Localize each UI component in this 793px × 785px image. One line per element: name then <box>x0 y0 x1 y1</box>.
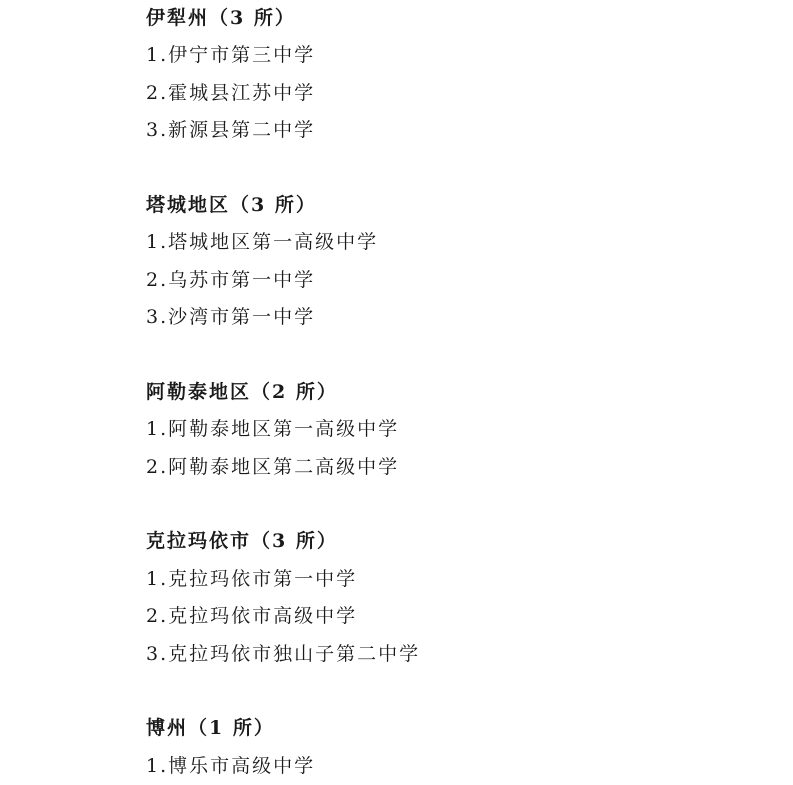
list-item: 1.伊宁市第三中学 <box>146 44 316 67</box>
section-bozhou <box>146 710 766 785</box>
list-item: 1.阿勒泰地区第一高级中学 <box>146 418 400 441</box>
section-spacer <box>146 486 766 523</box>
list-item: 2.克拉玛依市高级中学 <box>146 605 358 628</box>
list-item: 2.霍城县江苏中学 <box>146 81 316 104</box>
list-item: 1.塔城地区第一高级中学 <box>146 231 379 254</box>
list-item: 1.克拉玛依市第一中学 <box>146 567 358 590</box>
section-aletai <box>146 374 766 486</box>
list-item: 3.沙湾市第一中学 <box>146 306 316 329</box>
section-kelamayi <box>146 523 766 673</box>
document-body <box>146 0 766 785</box>
list-item: 1.博乐市高级中学 <box>146 754 316 777</box>
section-heading: 阿勒泰地区（2 所） <box>146 380 338 403</box>
section-spacer <box>146 673 766 710</box>
section-spacer <box>146 337 766 374</box>
list-item: 2.乌苏市第一中学 <box>146 268 316 291</box>
list-item: 3.克拉玛依市独山子第二中学 <box>146 642 421 665</box>
section-yili <box>146 0 766 150</box>
section-heading: 克拉玛依市（3 所） <box>146 530 338 553</box>
section-heading: 塔城地区（3 所） <box>146 193 317 216</box>
section-heading: 博州（1 所） <box>146 717 275 740</box>
section-heading: 伊犁州（3 所） <box>146 7 296 29</box>
list-item: 3.新源县第二中学 <box>146 119 316 142</box>
section-spacer <box>146 150 766 187</box>
section-tacheng <box>146 187 766 337</box>
list-item: 2.阿勒泰地区第二高级中学 <box>146 455 400 478</box>
